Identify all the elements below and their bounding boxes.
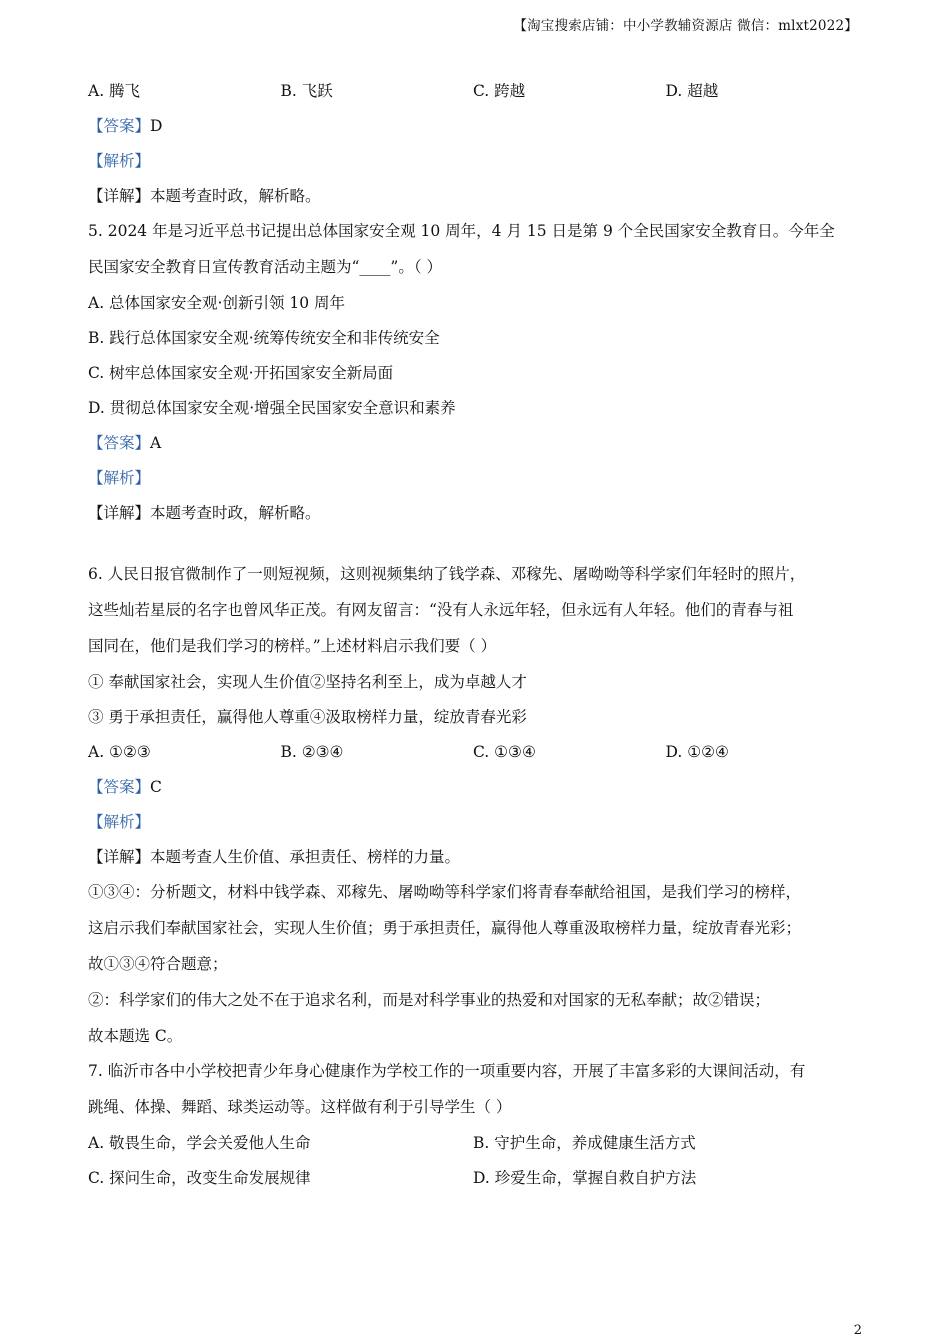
page-header: 【淘宝搜索店铺：中小学教辅资源店 微信：mlxt2022】	[513, 18, 858, 34]
q4-analysis-label: 【解析】	[88, 152, 151, 170]
detail-label: 【详解】	[88, 187, 151, 205]
q7-option-d: D. 珍爱生命，掌握自救自护方法	[473, 1169, 697, 1187]
q6-answer	[88, 774, 858, 809]
spacer	[88, 535, 858, 561]
q6-item-line-2: ③ 勇于承担责任，赢得他人尊重④汲取榜样力量，绽放青春光彩	[88, 708, 527, 726]
q6-explanation-line-5: 故本题选 C。	[88, 1027, 183, 1045]
detail-label: 【详解】	[88, 504, 151, 522]
q7-options-row-2	[88, 1165, 858, 1200]
q5-answer	[88, 430, 858, 465]
q6-explanation-line-2: 这启示我们奉献国家社会，实现人生价值；勇于承担责任，赢得他人尊重汲取榜样力量，绽放青春光彩；	[88, 919, 802, 937]
q5-detail	[88, 500, 858, 535]
page-number: 2	[853, 1323, 862, 1338]
q4-answer	[88, 113, 858, 148]
q6-option-c: C. ①③④	[473, 743, 536, 761]
q6-analysis-label: 【解析】	[88, 813, 151, 831]
document-body	[88, 78, 858, 1200]
q7-option-a: A. 敬畏生命，学会关爱他人生命	[88, 1134, 311, 1152]
q6-stem-line-3: 国同在，他们是我们学习的榜样。”上述材料启示我们要（ ）	[88, 637, 497, 655]
answer-label: 【答案】	[88, 434, 151, 452]
q5-analysis-label: 【解析】	[88, 469, 151, 487]
answer-label: 【答案】	[88, 778, 151, 796]
q6-explanation-line-3: 故①③④符合题意；	[88, 955, 228, 973]
q6-item-line-1: ① 奉献国家社会，实现人生价值②坚持名利至上，成为卓越人才	[88, 673, 527, 691]
q5-stem-line-1: 5. 2024 年是习近平总书记提出总体国家安全观 10 周年，4 月 15 日是第 9 个全民国家安全教育日。今年全	[88, 222, 835, 240]
q4-option-d: D. 超越	[665, 82, 719, 100]
detail-text: 本题考查时政，解析略。	[150, 187, 321, 205]
answer-value: C	[150, 778, 162, 796]
q5-option-b: B. 践行总体国家安全观·统筹传统安全和非传统安全	[88, 329, 440, 347]
q5-option-c: C. 树牢总体国家安全观·开拓国家安全新局面	[88, 364, 394, 382]
q4-options	[88, 78, 858, 113]
q6-explanation-line-4: ②：科学家们的伟大之处不在于追求名利，而是对科学事业的热爱和对国家的无私奉献；故②错误；	[88, 991, 771, 1009]
q6-option-b: B. ②③④	[280, 743, 344, 761]
answer-value: A	[150, 434, 162, 452]
q6-detail	[88, 844, 858, 879]
q7-option-b: B. 守护生命，养成健康生活方式	[473, 1134, 696, 1152]
q5-option-a: A. 总体国家安全观·创新引领 10 周年	[88, 294, 346, 312]
q6-option-a: A. ①②③	[88, 743, 151, 761]
q4-option-a: A. 腾飞	[88, 82, 141, 100]
q4-option-b: B. 飞跃	[280, 82, 333, 100]
q7-stem-line-1: 7. 临沂市各中小学校把青少年身心健康作为学校工作的一项重要内容，开展了丰富多彩的大课间活动，有	[88, 1062, 806, 1080]
detail-text: 本题考查时政，解析略。	[150, 504, 321, 522]
q7-option-c: C. 探问生命，改变生命发展规律	[88, 1169, 311, 1187]
q6-options	[88, 739, 858, 774]
q6-option-d: D. ①②④	[665, 743, 729, 761]
answer-value: D	[150, 117, 163, 135]
detail-label: 【详解】	[88, 848, 151, 866]
q5-option-d: D. 贯彻总体国家安全观·增强全民国家安全意识和素养	[88, 399, 456, 417]
q6-explanation-line-1: ①③④：分析题文，材料中钱学森、邓稼先、屠呦呦等科学家们将青春奉献给祖国，是我们学习的榜样，	[88, 883, 802, 901]
q4-option-c: C. 跨越	[473, 82, 526, 100]
detail-text: 本题考查人生价值、承担责任、榜样的力量。	[150, 848, 461, 866]
answer-label: 【答案】	[88, 117, 151, 135]
q7-stem-line-2: 跳绳、体操、舞蹈、球类运动等。这样做有利于引导学生（ ）	[88, 1098, 512, 1116]
q6-stem-line-1: 6. 人民日报官微制作了一则短视频，这则视频集纳了钱学森、邓稼先、屠呦呦等科学家们年轻时的照片，	[88, 565, 806, 583]
q5-stem-line-2: 民国家安全教育日宣传教育活动主题为“____”。（ ）	[88, 258, 443, 276]
q4-detail	[88, 183, 858, 218]
q7-options-row-1	[88, 1130, 858, 1165]
q6-stem-line-2: 这些灿若星辰的名字也曾风华正茂。有网友留言：“没有人永远年轻，但永远有人年轻。他们的青春与祖	[88, 601, 794, 619]
